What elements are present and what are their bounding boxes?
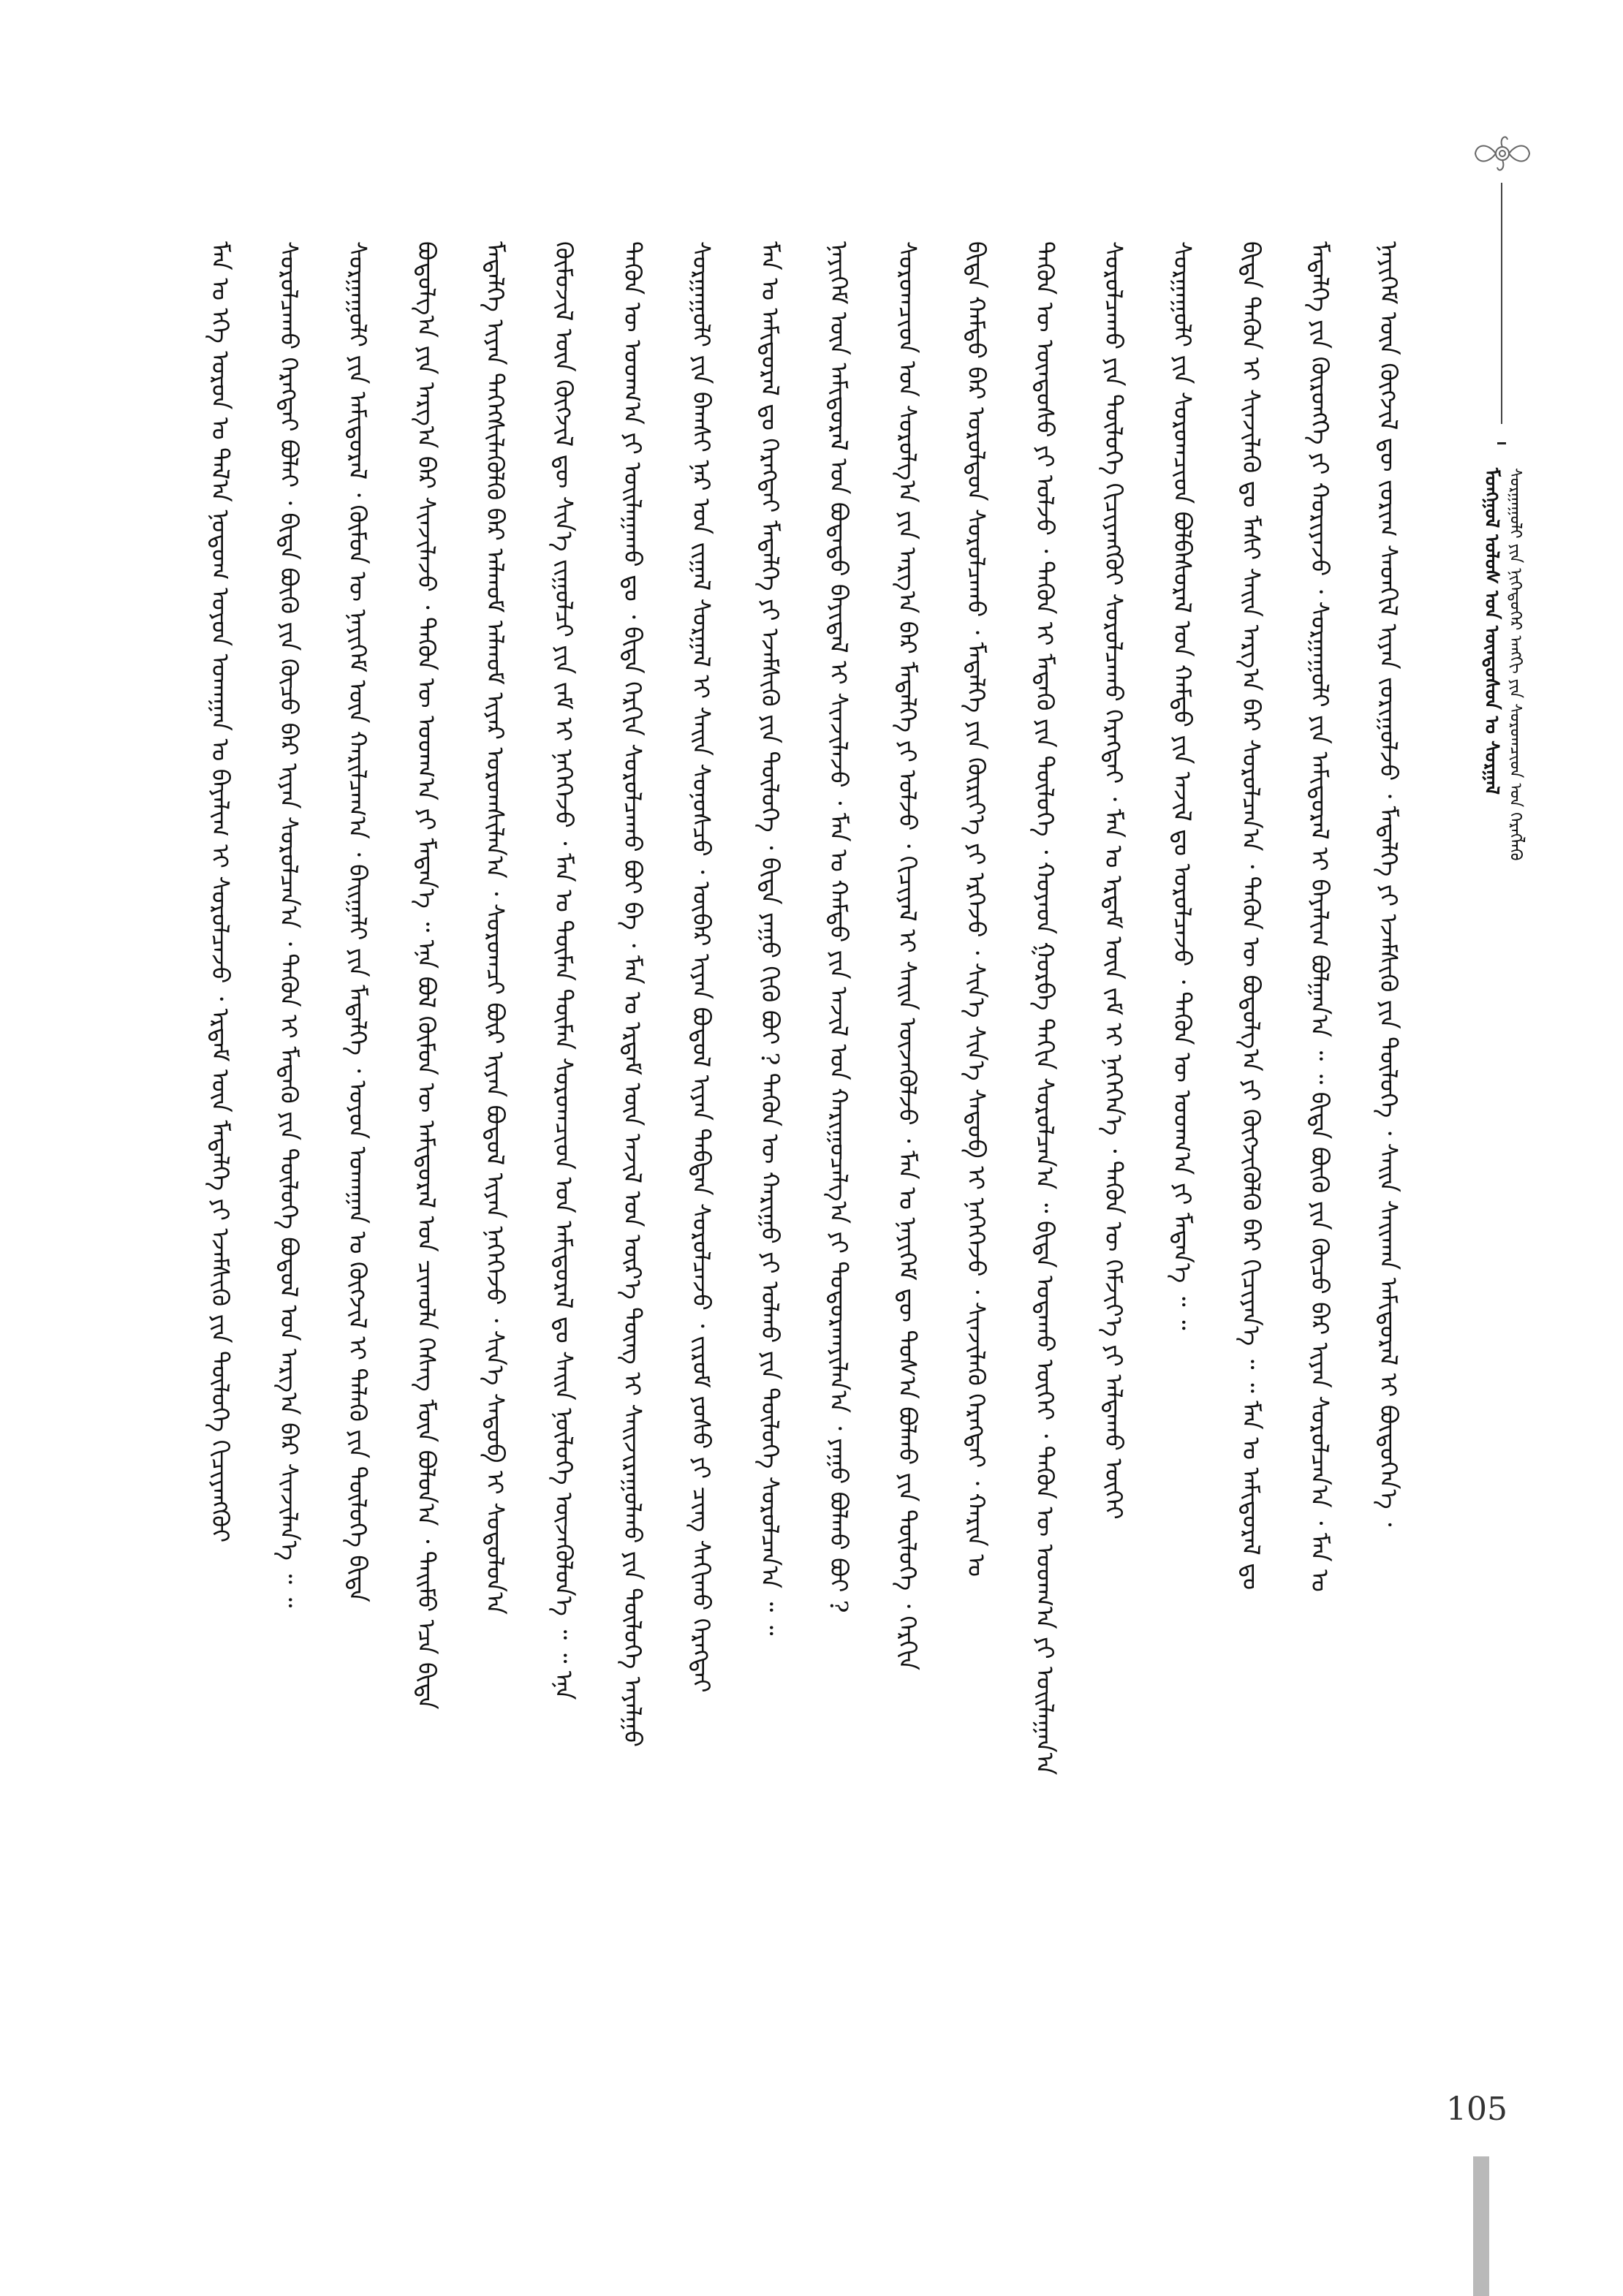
body-text bbox=[197, 241, 1426, 2047]
flourish-ornament-icon bbox=[1469, 128, 1535, 179]
text-column: ᠮᠡᠳᠡᠯᠭᠡ ᠢᠶᠡᠨ ᠳᠡᠭᠡᠭᠰᠢᠯᠡᠭᠦᠯᠬᠦ ᠪᠠᠷ ᠠᠯᠬᠤᠮ ᠠᠯᠬᠤᠮ ᠢᠶᠠᠷ ᠤᠷᠤᠭᠰᠢᠯᠠᠨ᠎ᠠ ᠂ ᠰᠤᠷᠤᠭᠴᠢ ᠪᠦᠷ ᠢᠶᠡᠨ ᠪᠣᠳᠤᠯ ᠢᠶᠠᠨ ᠨᠡᠭᠡᠭᠡᠵᠦ ᠂ ᠰᠢᠨ᠎ᠡ ᠰᠡᠳᠦᠪ ᠢ ᠰᠤᠳᠤᠯᠤᠨ᠎ᠠ bbox=[481, 241, 510, 1615]
text-column: ᠨᠡᠶᠢᠭᠡᠮ ᠦᠨ ᠠᠮᠢᠳᠤᠷᠠᠯ ᠤᠨ ᠪᠣᠳᠠᠲᠤ ᠪᠠᠶᠢᠳᠠᠯ ᠢ ᠰᠢᠨᠵᠢᠯᠡᠵᠦ ᠂ ᠮᠠᠨ ᠤ ᠬᠠᠮᠲᠤ ᠶᠢᠨ ᠠᠵᠢᠯ ᠤᠨ ᠬᠠᠷᠢᠭᠤᠴᠠᠯᠭ᠎ᠠ ᠶᠢ ᠲᠣᠳᠣᠷᠬᠠᠶᠢᠯᠠᠨ᠎ᠠ ᠂ ᠶᠠᠭᠤ ᠪᠣᠯᠬᠤ ᠪᠤᠢ ? bbox=[825, 241, 853, 1613]
text-column: ᠨᠡᠶᠢᠭᠡᠮ ᠦᠨ ᠬᠥᠭᠵᠢᠯ ᠳᠦ ᠵᠣᠷᠢᠭ ᠰᠡᠳᠬᠢᠯ ᠢᠶᠡᠨ ᠵᠣᠷᠢᠭᠤᠯᠵᠤ ᠂ ᠮᠡᠳᠡᠯᠭᠡ ᠶᠢ ᠡᠵᠡᠮᠰᠢᠬᠦ ᠶᠢᠨ ᠲᠥᠯᠥᠭᠡ ᠂ ᠰᠠᠢᠨ ᠰᠠᠢᠬᠠᠨ ᠠᠮᠢᠳᠤᠷᠠᠯ ᠢ ᠪᠦᠲᠦᠭᠡᠨ᠎ᠡ ᠂ bbox=[1374, 241, 1403, 1527]
text-column: ᠪᠢᠳᠡ ᠬᠠᠮᠲᠤ ᠪᠠᠷ ᠣᠷᠣᠯᠳᠤᠨ ᠰᠤᠷᠤᠯᠴᠠᠬᠤ ᠂ ᠮᠡᠳᠡᠯᠭᠡ ᠶᠢᠨ ᠬᠦᠷᠢᠶ᠎ᠡ ᠶᠢ ᠡᠷᠭᠡᠵᠦ ᠂ ᠰᠢᠨ᠎ᠡ ᠰᠢᠨ᠎ᠡ ᠰᠡᠳᠦᠪ ᠢ ᠨᠡᠭᠡᠭᠡᠵᠦ ᠂ ᠰᠢᠨᠵᠢᠯᠡᠬᠦ ᠬᠡᠷᠡᠭᠲᠡᠢ ᠂ ᠬᠠᠷᠢᠨ ᠤ bbox=[962, 241, 991, 1577]
text-column: ᠬᠦᠮᠦᠵᠢᠯ ᠦᠨ ᠬᠥᠭᠵᠢᠯ ᠳᠦ ᠰᠢᠨ᠎ᠡ ᠵᠢᠭᠤᠯᠴᠢ ᠶᠢᠨ ᠵᠠᠮ ᠢ ᠨᠡᠭᠡᠭᠡᠵᠦ ᠂ ᠮᠠᠨ ᠤ ᠲᠦᠮᠡᠨ ᠲᠥᠮᠡᠨ ᠰᠤᠷᠤᠭᠴᠢᠳ ᠤᠨ ᠠᠮᠢᠳᠤᠷᠠᠯ ᠳᠤ ᠰᠠᠢᠨ ᠨᠥᠯᠥᠭᠡ ᠦᠵᠡᠭᠦᠯᠦᠨ᠎ᠡ ᠃ ᠃ ᠡᠨᠡ bbox=[550, 241, 578, 1700]
text-column: ᠮᠡᠳᠡᠯᠭᠡ ᠶᠢᠨ ᠬᠥᠷᠥᠩᠭᠡ ᠶᠢ ᠬᠤᠷᠢᠶᠠᠵᠤ ᠂ ᠰᠤᠷᠭᠠᠭᠤᠯᠢ ᠶᠢᠨ ᠠᠮᠢᠳᠤᠷᠠᠯ ᠢ ᠪᠠᠶᠠᠯᠢᠭ ᠪᠣᠯᠭᠠᠨ᠎ᠠ ᠃ ᠃ ᠪᠢᠳᠡ ᠪᠦᠬᠦ ᠶᠢᠨ ᠬᠦᠴᠦ ᠪᠡᠷ ᠢᠶᠡᠨ ᠰᠤᠷᠤᠯᠴᠠᠨ᠎ᠠ ᠂ ᠮᠠᠨ ᠤ bbox=[1306, 241, 1334, 1592]
text-column: ᠰᠤᠷᠤᠭᠴᠢᠳ ᠤᠨ ᠰᠤᠷᠤᠯᠭ᠎ᠠ ᠶᠢᠨ ᠠᠷᠭ᠎ᠠ ᠪᠠᠷ ᠮᠡᠳᠡᠯᠭᠡ ᠶᠢ ᠣᠯᠵᠤ ᠂ ᠬᠢᠴᠢᠶᠡᠯ ᠢ ᠰᠠᠢᠨ ᠦᠵᠡᠭᠦᠯᠵᠦ ᠂ ᠮᠠᠨ ᠤ ᠨᠡᠶᠢᠭᠡᠮ ᠳᠦ ᠲᠤᠰ᠎ᠠ ᠪᠣᠯᠬᠤ ᠶᠢᠨ ᠲᠥᠯᠥᠭᠡ ᠂ ᠬᠡᠷᠬᠢᠨ bbox=[893, 241, 922, 1671]
text-column: ᠮᠠᠨ ᠤ ᠡᠬᠡ ᠣᠷᠣᠨ ᠤ ᠲᠠᠯ᠎ᠠ ᠨᠤᠲᠤᠭ ᠣᠶᠤᠨ ᠤᠬᠠᠭᠠᠨ ᠤ ᠪᠠᠶᠠᠯᠢᠭ ᠢ ᠰᠤᠷᠤᠯᠴᠠᠵᠤ ᠂ ᠡᠷᠳᠡᠮ ᠦᠨ ᠮᠡᠳᠡᠯᠭᠡ ᠶᠢ ᠡᠵᠡᠮᠰᠢᠬᠦ ᠶᠢᠨ ᠲᠥᠯᠥᠭᠡ ᠬᠢᠴᠢᠶᠡᠩᠭᠦᠢ bbox=[206, 241, 235, 1543]
text-column: ᠰᠤᠷᠭᠠᠭᠤᠯᠢ ᠶᠢᠨ ᠪᠠᠭᠰᠢ ᠨᠠᠷ ᠤᠨ ᠵᠢᠭᠠᠯ ᠰᠤᠷᠭᠠᠯ ᠢ ᠰᠠᠢᠨ ᠰᠣᠨᠣᠰᠴᠤ ᠂ ᠥᠪᠡᠷ ᠢᠶᠡᠨ ᠪᠣᠳᠤᠯ ᠢᠶᠠᠨ ᠳᠠᠪᠲᠠᠨ ᠰᠤᠷᠤᠯᠴᠠᠵᠤ ᠂ ᠵᠢᠷᠤᠮ ᠶᠣᠰᠤ ᠶᠢ ᠴᠢᠩ ᠰᠠᠬᠢᠬᠤ ᠬᠡᠷᠡᠭᠲᠡᠢ bbox=[687, 241, 716, 1693]
page-number: 105 bbox=[1446, 2091, 1507, 2128]
text-column: ᠪᠢᠳᠡ ᠲᠡᠭᠦᠨ ᠢ ᠰᠢᠨᠵᠢᠯᠡᠬᠦ ᠳᠤ ᠮᠠᠰᠢ ᠰᠠᠢᠨ ᠠᠷᠭ᠎ᠠ ᠪᠠᠷ ᠰᠤᠷᠤᠯᠴᠠᠨ᠎ᠠ ᠂ ᠲᠡᠭᠦᠨ ᠦ ᠪᠣᠳᠤᠯᠭ᠎ᠠ ᠶᠢ ᠬᠥᠭᠵᠢᠭᠦᠯᠬᠦ ᠪᠠᠷ ᠬᠢᠴᠢᠶᠡᠨ᠎ᠡ ᠃ ᠃ ᠮᠠᠨ ᠤ ᠠᠮᠢᠳᠤᠷᠠᠯ ᠳᠤ bbox=[1237, 241, 1266, 1590]
text-column: ᠰᠤᠷᠭᠠᠭᠤᠯᠢ ᠶᠢᠨ ᠠᠮᠢᠳᠤᠷᠠᠯ ᠂ ᠬᠦᠮᠦᠨ ᠦ ᠨᠡᠶᠢᠭᠡᠮ ᠦᠨ ᠬᠠᠷᠢᠯᠴᠠᠭ᠎ᠠ ᠂ ᠪᠠᠢᠭᠠᠯᠢ ᠶᠢᠨ ᠮᠡᠳᠡᠯᠭᠡ ᠂ ᠣᠶᠤᠨ ᠤᠬᠠᠭᠠᠨ ᠤ ᠬᠥᠭᠵᠢᠯ ᠢ ᠲᠡᠯᠡᠬᠦ ᠶᠢᠨ ᠲᠥᠯᠥᠭᠡ ᠪᠢᠳᠡ bbox=[344, 241, 372, 1602]
text-column: ᠲᠡᠭᠦᠨ ᠦ ᠤᠳᠬ᠎ᠠ ᠶᠢ ᠣᠢᠯᠠᠭᠠᠬᠤ ᠳᠤ ᠂ ᠪᠢᠳᠡ ᠬᠡᠷᠬᠢᠨ ᠰᠤᠷᠤᠯᠴᠠᠬᠤ ᠪᠤᠢ ᠪᠡ ᠂ ᠮᠠᠨ ᠤ ᠡᠷᠳᠡᠮ ᠦᠨ ᠠᠵᠢᠯ ᠤᠨ ᠦᠷ᠎ᠡ ᠳᠦᠩ ᠢ ᠰᠠᠢᠵᠢᠷᠠᠭᠤᠯᠬᠤ ᠶᠢᠨ ᠲᠥᠯᠥᠭᠡ ᠠᠶᠠᠯᠭᠤ bbox=[618, 241, 647, 1748]
header-rule bbox=[1501, 183, 1502, 424]
edge-tab-marker bbox=[1473, 2156, 1489, 2296]
running-header-subtitle: ᠰᠤᠷᠭᠠᠭᠤᠯᠢ ᠶᠢᠨ ᠨᠢᠭᠡᠳᠦᠭᠡᠷ ᠠᠩᠭᠢ ᠶᠢᠨ ᠰᠤᠷᠤᠭᠴᠢᠳ ᠤᠨ ᠬᠡᠷᠡᠭᠯᠡᠬᠦ bbox=[1506, 468, 1524, 861]
running-header-title: ᠮᠣᠩᠭᠣᠯ ᠤᠯᠤᠰ ᠤᠨ ᠦᠨᠳᠦᠰᠦᠨ ᠤ ᠰᠤᠷᠭᠠᠯ bbox=[1480, 468, 1502, 795]
text-column: ᠰᠤᠷᠭᠠᠭᠤᠯᠢ ᠶᠢᠨ ᠰᠤᠷᠤᠭᠴᠢᠳ ᠪᠣᠯᠪᠠᠰᠤᠷᠠᠯ ᠤᠨ ᠬᠠᠮᠲᠤ ᠶᠢᠨ ᠠᠵᠢᠯ ᠳᠤ ᠣᠷᠣᠯᠴᠠᠵᠤ ᠂ ᠲᠡᠭᠦᠨ ᠦ ᠤᠳᠬ᠎ᠠ ᠶᠢ ᠮᠡᠳᠡᠨ᠎ᠡ ᠃ ᠃ bbox=[1168, 241, 1197, 1330]
text-column: ᠪᠣᠳᠤᠯᠭ᠎ᠠ ᠶᠢᠨ ᠠᠷᠭ᠎ᠠ ᠪᠡᠷ ᠰᠢᠨᠵᠢᠯᠡᠵᠦ ᠂ ᠲᠡᠭᠦᠨ ᠦ ᠤᠳᠬ᠎ᠠ ᠶᠢ ᠮᠡᠳᠡᠨ᠎ᠡ ᠃ ᠡᠨᠡ ᠪᠣᠯ ᠬᠦᠮᠦᠨ ᠦ ᠠᠮᠢᠳᠤᠷᠠᠯ ᠤᠨ ᠴᠢᠬᠤᠯᠠ ᠬᠡᠰᠡᠭ ᠮᠥᠨ ᠪᠣᠯᠤᠨ᠎ᠠ ᠂ ᠲᠡᠢᠮᠦ ᠡᠴᠡ ᠪᠢᠳᠡ bbox=[412, 241, 441, 1710]
header-dash bbox=[1497, 442, 1506, 444]
text-column: ᠰᠤᠷᠤᠯᠴᠠᠬᠤ ᠶᠢᠨ ᠲᠥᠯᠥᠭᠡ ᠬᠢᠴᠢᠶᠡᠩᠭᠦᠢ ᠰᠤᠷᠤᠯᠴᠠᠬᠤ ᠬᠡᠷᠡᠭᠲᠡᠢ ᠂ ᠮᠠᠨ ᠤ ᠡᠷᠳᠡᠮ ᠦᠨ ᠵᠠᠮ ᠢ ᠨᠡᠭᠡᠭᠡᠨ᠎ᠡ ᠂ ᠲᠡᠭᠦᠨ ᠦ ᠬᠡᠮᠵᠢᠶ᠎ᠡ ᠶᠢ ᠠᠯᠳᠠᠬᠤ ᠦᠭᠡᠢ bbox=[1100, 241, 1128, 1520]
running-header bbox=[1478, 468, 1525, 1126]
text-column: ᠮᠠᠨ ᠤ ᠠᠮᠢᠳᠤᠷᠠᠯ ᠳᠤ ᠬᠡᠷᠡᠭᠲᠡᠢ ᠮᠡᠳᠡᠯᠭᠡ ᠶᠢ ᠡᠵᠡᠮᠰᠢᠬᠦ ᠶᠢᠨ ᠲᠥᠯᠥᠭᠡ ᠂ ᠪᠢᠳᠡ ᠶᠠᠭᠤ ᠬᠢᠬᠦ ᠪᠤᠢ ? ᠲᠡᠭᠦᠨ ᠦ ᠬᠠᠷᠢᠭᠤ ᠶᠢ ᠣᠯᠬᠤ ᠶᠢᠨ ᠲᠥᠯᠥᠭᠡ ᠰᠤᠷᠤᠯᠴᠠᠨ᠎ᠠ ᠃ ᠃ bbox=[756, 241, 784, 1636]
text-column: ᠲᠡᠭᠦᠨ ᠦ ᠦᠨᠳᠦᠰᠦ ᠶᠢ ᠣᠯᠵᠤ ᠂ ᠲᠡᠭᠦᠨ ᠢ ᠮᠡᠳᠡᠬᠦ ᠶᠢᠨ ᠲᠥᠯᠥᠭᠡ ᠂ ᠬᠣᠶᠠᠳ ᠭᠤᠷᠪᠠ ᠳᠠᠬᠢᠨ ᠰᠤᠷᠤᠯᠴᠠᠨ᠎ᠠ ᠃ ᠪᠢᠳᠡ ᠤᠳᠠᠬᠤ ᠦᠭᠡᠢ ᠂ ᠲᠡᠭᠦᠨ ᠦ ᠤᠳᠬ᠎ᠠ ᠶᠢ ᠣᠢᠯᠠᠭᠠᠨ᠎ᠠ bbox=[1031, 241, 1059, 1776]
text-column: ᠰᠤᠷᠤᠯᠴᠠᠬᠤ ᠬᠡᠷᠡᠭᠲᠡᠢ ᠪᠣᠯᠠᠢ ᠂ ᠪᠢᠳᠡ ᠪᠦᠬᠦ ᠶᠢᠨ ᠬᠦᠴᠦ ᠪᠡᠷ ᠢᠶᠡᠨ ᠰᠤᠷᠤᠯᠴᠠᠨ᠎ᠠ ᠂ ᠲᠡᠭᠦᠨ ᠢ ᠮᠡᠳᠡᠬᠦ ᠶᠢᠨ ᠲᠥᠯᠥᠭᠡ ᠪᠣᠳᠤᠯ ᠤᠨ ᠠᠷᠭ᠎ᠠ ᠪᠠᠷ ᠰᠢᠨᠵᠢᠯᠡᠨ᠎ᠡ ᠃ ᠃ bbox=[275, 241, 303, 1608]
